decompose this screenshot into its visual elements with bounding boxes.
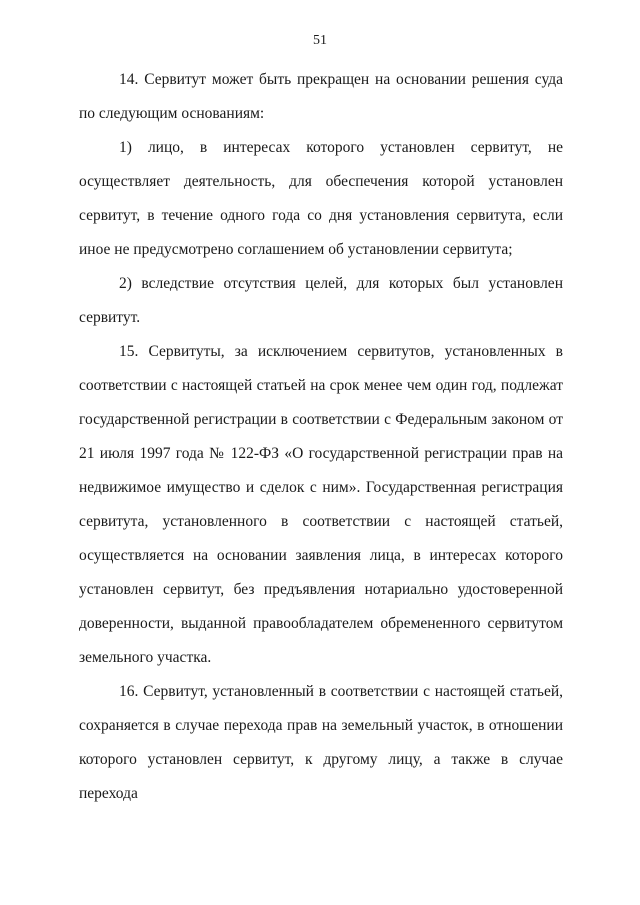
- document-body: [79, 63, 563, 811]
- paragraph-14: 14. Сервитут может быть прекращен на основании решения суда по следующим основаниям:: [79, 71, 563, 122]
- paragraph-16: 16. Сервитут, установленный в соответствии с настоящей статьей, сохраняется в случае перехода прав на земельный участок, в отношении которого установлен сервитут, к другому лицу, а также в случае перехода: [79, 683, 563, 802]
- page-number: 51: [313, 33, 327, 48]
- paragraph-14-item-2: 2) вследствие отсутствия целей, для которых был установлен сервитут.: [79, 275, 563, 326]
- paragraph-15: 15. Сервитуты, за исключением сервитутов, установленных в соответствии с настоящей статьей на срок менее чем один год, подлежат государственной регистрации в соответствии с Федеральным законом от 21 июля 1997 года № 122-ФЗ «О государственной регистрации прав на недвижимое имущество и сделок с ним». Государственная регистрация сервитута, установленного в соответствии с настоящей статьей, осуществляется на основании заявления лица, в интересах которого установлен сервитут, без предъявления нотариально удостоверенной доверенности, выданной правообладателем обремененного сервитутом земельного участка.: [79, 343, 563, 666]
- paragraph-14-item-1: 1) лицо, в интересах которого установлен сервитут, не осуществляет деятельность, для обеспечения которой установлен сервитут, в течение одного года со дня установления сервитута, если иное не предусмотрено соглашением об установлении сервитута;: [79, 139, 563, 258]
